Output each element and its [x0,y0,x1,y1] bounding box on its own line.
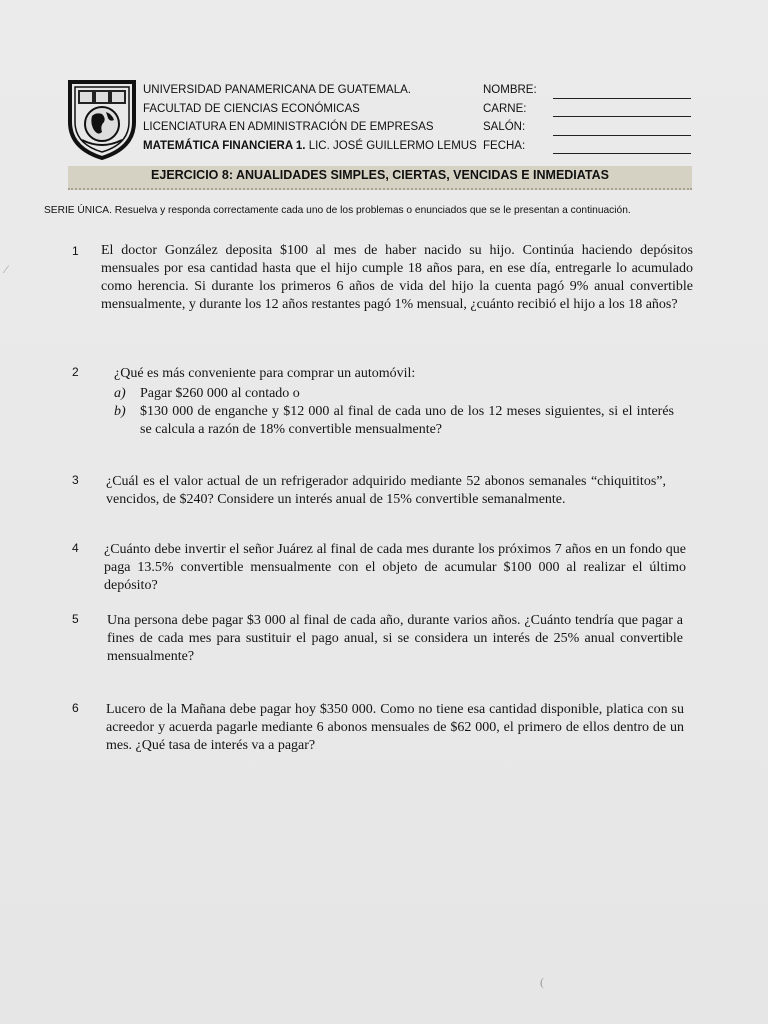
institution-block [143,81,477,155]
field-label: FECHA: [483,139,526,152]
problem-number: 2 [72,365,79,379]
student-fields [483,81,691,155]
problem-text: ¿Cuánto debe invertir el señor Juárez al final de cada mes durante los próximos 7 años en un fondo que paga 13.5% convertible mensualmente con el objeto de acumular $100 000 al realizar el último depósito? [104,542,686,593]
option-letter: a) [114,386,126,401]
field-label: NOMBRE: [483,84,537,96]
field-row-salon [483,118,691,137]
problem-text: Una persona debe pagar $3 000 al final de cada año, durante varios años. ¿Cuánto tendría que pagar a fines de cada mes para sustituir el pago anual, si se considera un interés de 25% anual convertible mensualmente? [107,613,683,664]
instructions [44,205,724,216]
scan-artifact: ( [540,975,544,989]
problem-number: 1 [72,244,79,258]
fecha-blank-line[interactable] [553,141,691,154]
option-letter: b) [114,404,126,419]
scan-artifact: ⁄ [5,262,8,276]
option-text: $130 000 de enganche y $12 000 al final de cada uno de los 12 meses siguientes, si el interés se calcula a razón de 18% convertible mensualmente? [140,404,674,437]
program-name: LICENCIATURA EN ADMINISTRACIÓN DE EMPRESAS [143,121,434,133]
salon-blank-line[interactable] [553,123,691,136]
faculty-name: FACULTAD DE CIENCIAS ECONÓMICAS [143,102,360,115]
university-name: UNIVERSIDAD PANAMERICANA DE GUATEMALA. [143,84,411,96]
exercise-banner [68,166,692,190]
option-list [114,385,674,439]
field-row-carne [483,100,691,119]
carne-blank-line[interactable] [553,104,691,117]
course-line [143,137,477,156]
problem-text: El doctor González deposita $100 al mes de haber nacido su hijo. Continúa haciendo depósitos mensuales por esa cantidad hasta que el hijo cumple 18 años para, en ese día, entregarle lo acumulado como herencia. Si durante los primeros 6 años de vida del hijo la cuenta pagó 9% anual convertible mensualmente, y durante los 12 años restantes pagó 1% mensual, ¿cuánto recibió el hijo a los 18 años? [101,243,693,312]
problem-number: 5 [72,612,79,626]
field-label: CARNE: [483,102,527,115]
option-text: Pagar $260 000 al contado o [140,386,300,401]
problem-text: Lucero de la Mañana debe pagar hoy $350 000. Como no tiene esa cantidad disponible, platica con su acreedor y acuerda pagarle mediante 6 abonos mensuales de $62 000, el primero de ellos dentro de un mes. ¿Qué tasa de interés va a pagar? [106,702,684,753]
option-b [114,403,674,439]
instructions-text: Resuelva y responda correctamente cada uno de los problemas o enunciados que se le presentan a continuación. [111,205,631,216]
instructions-lead: SERIE ÚNICA. [44,205,112,216]
name-blank-line[interactable] [553,86,691,99]
university-seal-logo [66,76,138,160]
problem-text: ¿Cuál es el valor actual de un refrigerador adquirido mediante 52 abonos semanales “chiquititos”, vencidos, de $240? Considere un interés anual de 15% convertible semanalmente. [106,474,666,507]
course-name: MATEMÁTICA FINANCIERA 1. [143,139,306,152]
option-a [114,385,674,403]
field-label: SALÓN: [483,121,526,133]
exercise-title: EJERCICIO 8: ANUALIDADES SIMPLES, CIERTAS, VENCIDAS E INMEDIATAS [151,168,609,182]
teacher-name: LIC. JOSÉ GUILLERMO LEMUS [308,139,477,152]
field-row-nombre [483,81,691,100]
field-row-fecha [483,137,691,156]
problem-number: 6 [72,701,79,715]
problem-text: ¿Qué es más conveniente para comprar un automóvil: [114,366,416,381]
problem-number: 4 [72,541,79,555]
problem-number: 3 [72,473,79,487]
